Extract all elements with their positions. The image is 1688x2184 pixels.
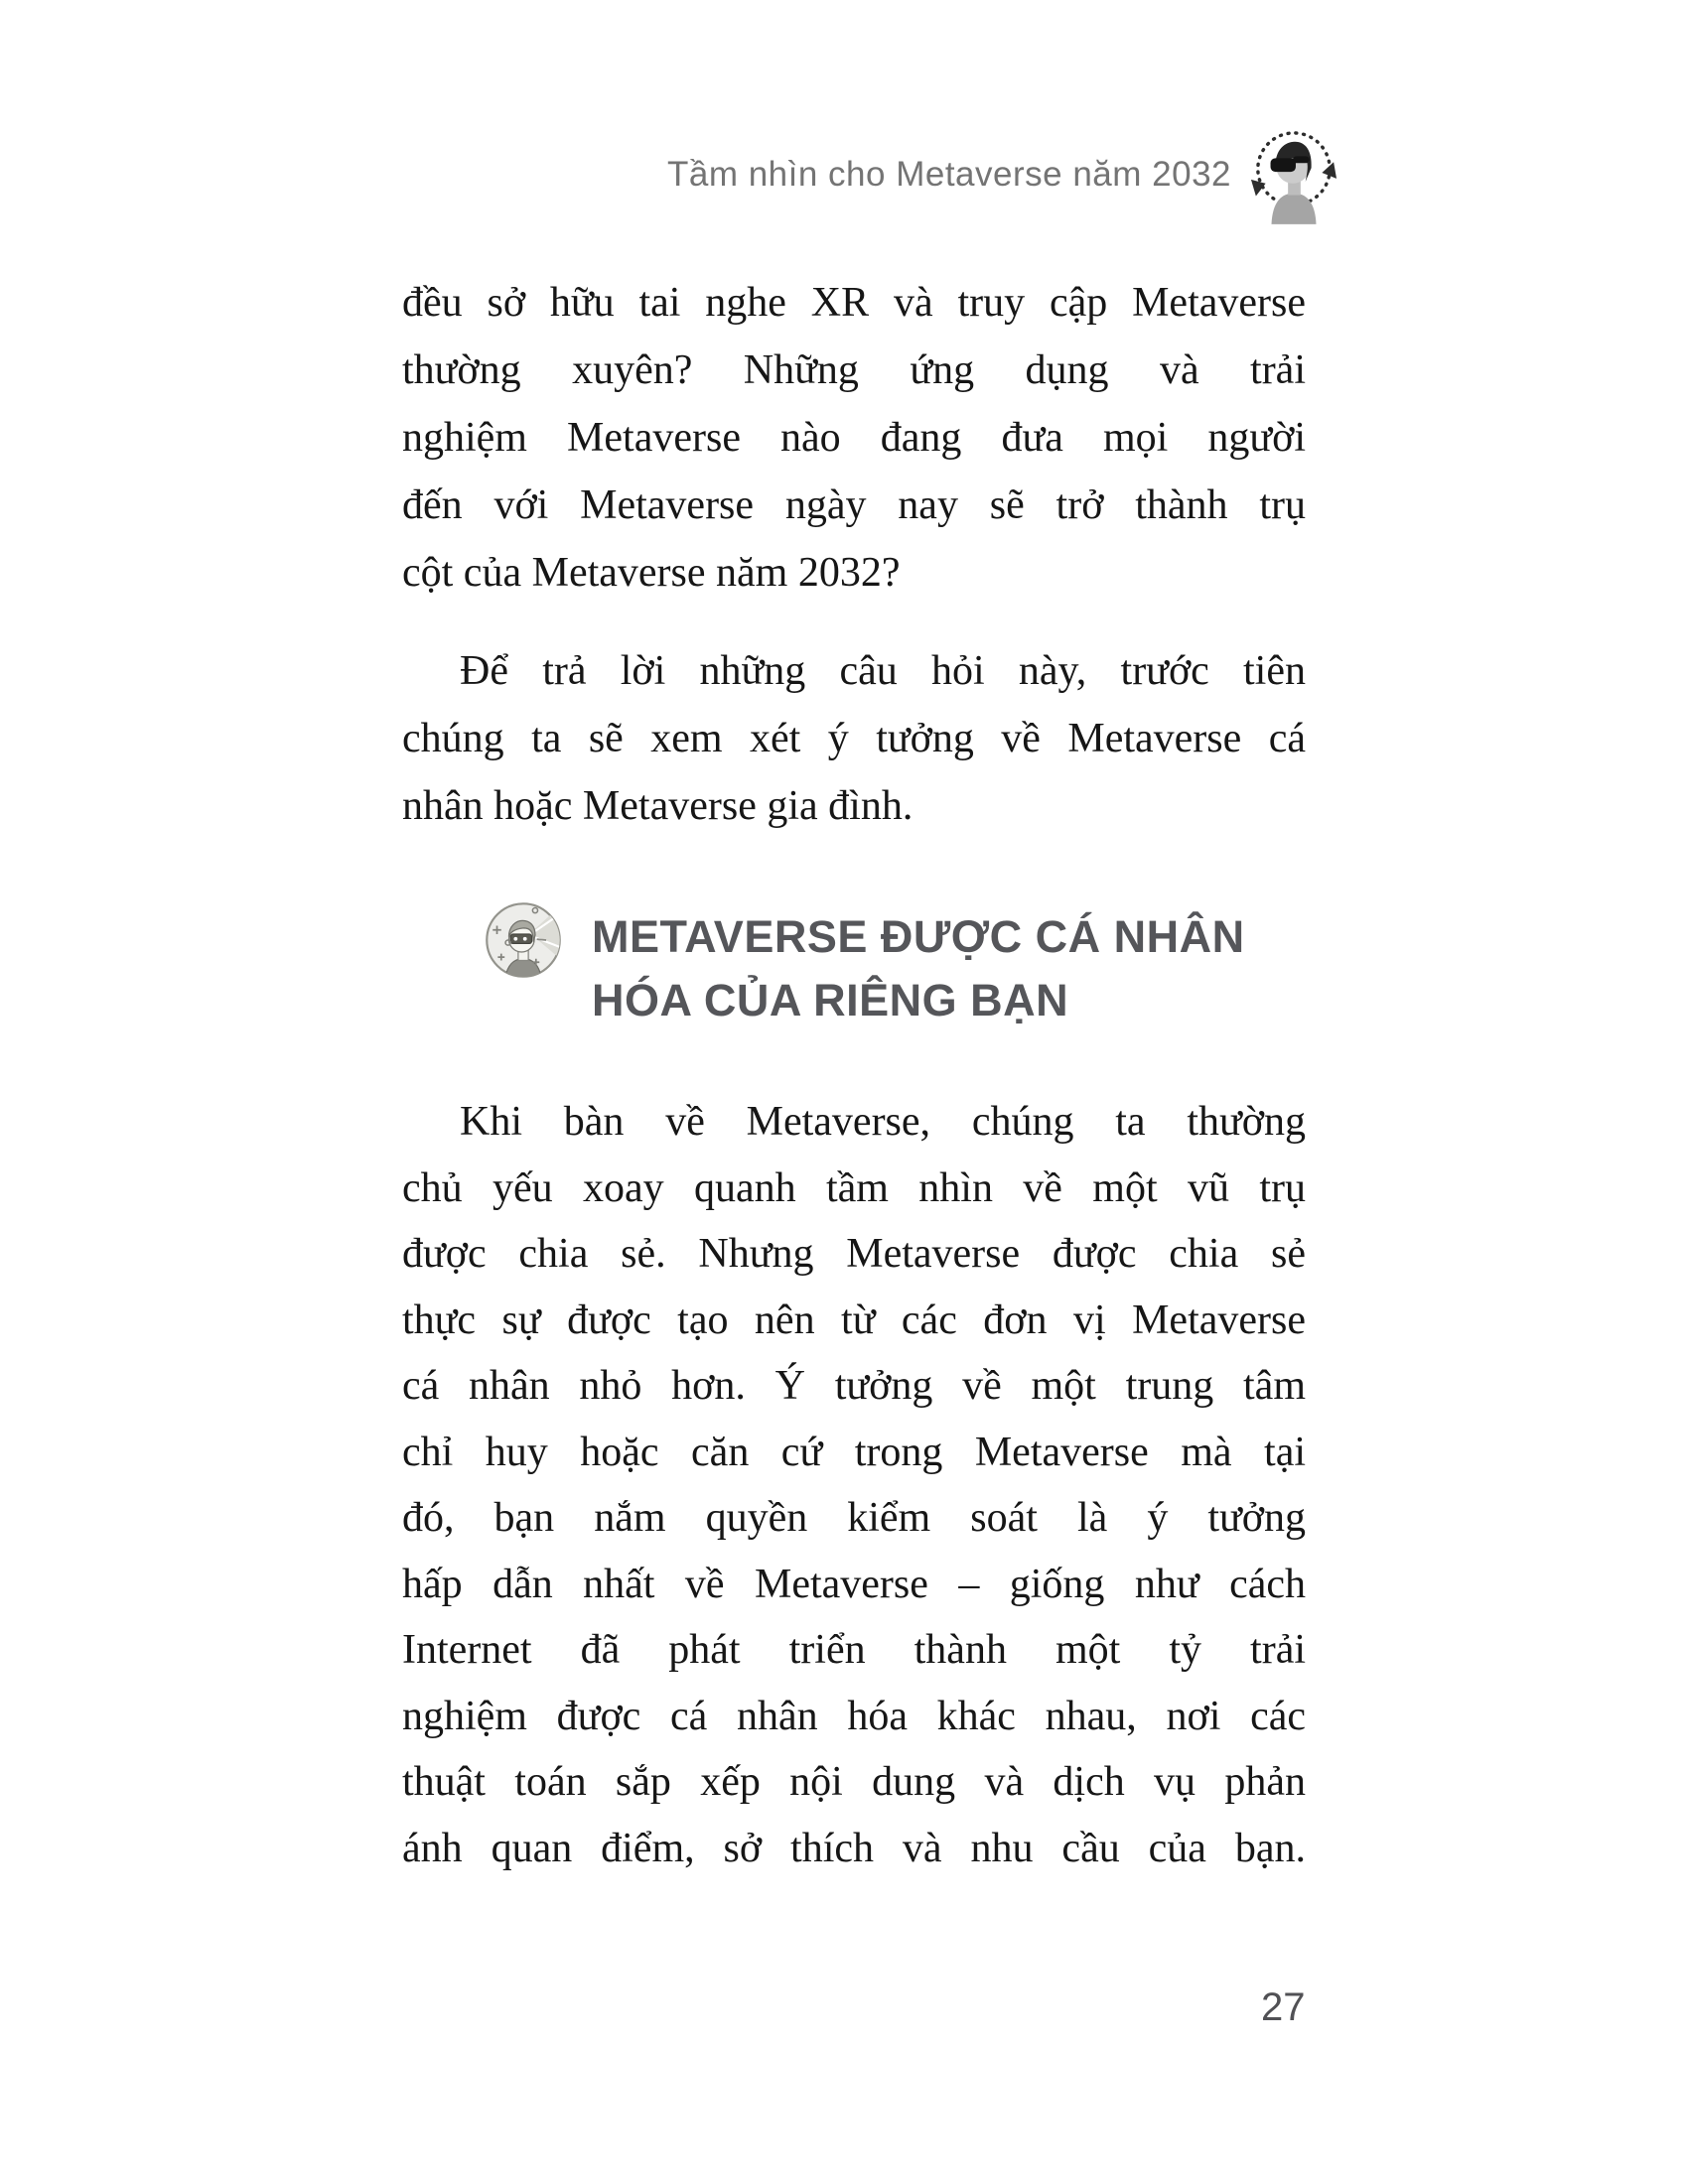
text-line: đó, bạn nắm quyền kiểm soát là ý tưởng [402, 1495, 1306, 1541]
section-heading-line-1: METAVERSE ĐƯỢC CÁ NHÂN [592, 911, 1245, 962]
text-line: hấp dẫn nhất về Metaverse – giống như cách [402, 1561, 1306, 1607]
text-line: được chia sẻ. Nhưng Metaverse được chia sẻ [402, 1231, 1306, 1277]
text-line: đều sở hữu tai nghe XR và truy cập Metaverse [402, 280, 1306, 326]
text-line: chủ yếu xoay quanh tầm nhìn về một vũ trụ [402, 1164, 1306, 1211]
text-line: Internet đã phát triển thành một tỷ trải [402, 1627, 1306, 1673]
vr-headset-person-projection-icon [483, 899, 564, 981]
text-line: ánh quan điểm, sở thích và nhu cầu của bạn. [402, 1825, 1306, 1871]
text-line: nghiệm được cá nhân hóa khác nhau, nơi các [402, 1693, 1306, 1739]
section-heading-line-2: HÓA CỦA RIÊNG BẠN [592, 975, 1069, 1025]
text-line: thực sự được tạo nên từ các đơn vị Metaverse [402, 1297, 1306, 1343]
text-line: chúng ta sẽ xem xét ý tưởng về Metaverse cá [402, 716, 1306, 761]
text-line: cá nhân nhỏ hơn. Ý tưởng về một trung tâm [402, 1363, 1306, 1409]
text-line: đến với Metaverse ngày nay sẽ trở thành trụ [402, 482, 1306, 528]
page-number: 27 [1261, 1985, 1306, 2029]
paragraph-2 [402, 637, 1306, 840]
text-line: nhân hoặc Metaverse gia đình. [402, 783, 914, 829]
text-line: Khi bàn về Metaverse, chúng ta thường [460, 1099, 1306, 1145]
text-line: nghiệm Metaverse nào đang đưa mọi người [402, 415, 1306, 461]
running-header [667, 125, 1338, 224]
vr-headset-person-rotation-icon [1249, 125, 1338, 224]
text-line: Để trả lời những câu hỏi này, trước tiên [460, 648, 1306, 694]
section-heading [592, 905, 1245, 1032]
paragraph-3 [402, 1089, 1306, 1881]
running-header-title: Tầm nhìn cho Metaverse năm 2032 [666, 155, 1231, 194]
text-line: thuật toán sắp xếp nội dung và dịch vụ phản [402, 1759, 1306, 1805]
paragraph-1 [402, 269, 1306, 607]
text-line: thường xuyên? Những ứng dụng và trải [402, 347, 1306, 393]
text-line: cột của Metaverse năm 2032? [402, 550, 901, 596]
text-line: chỉ huy hoặc căn cứ trong Metaverse mà tại [402, 1429, 1306, 1475]
